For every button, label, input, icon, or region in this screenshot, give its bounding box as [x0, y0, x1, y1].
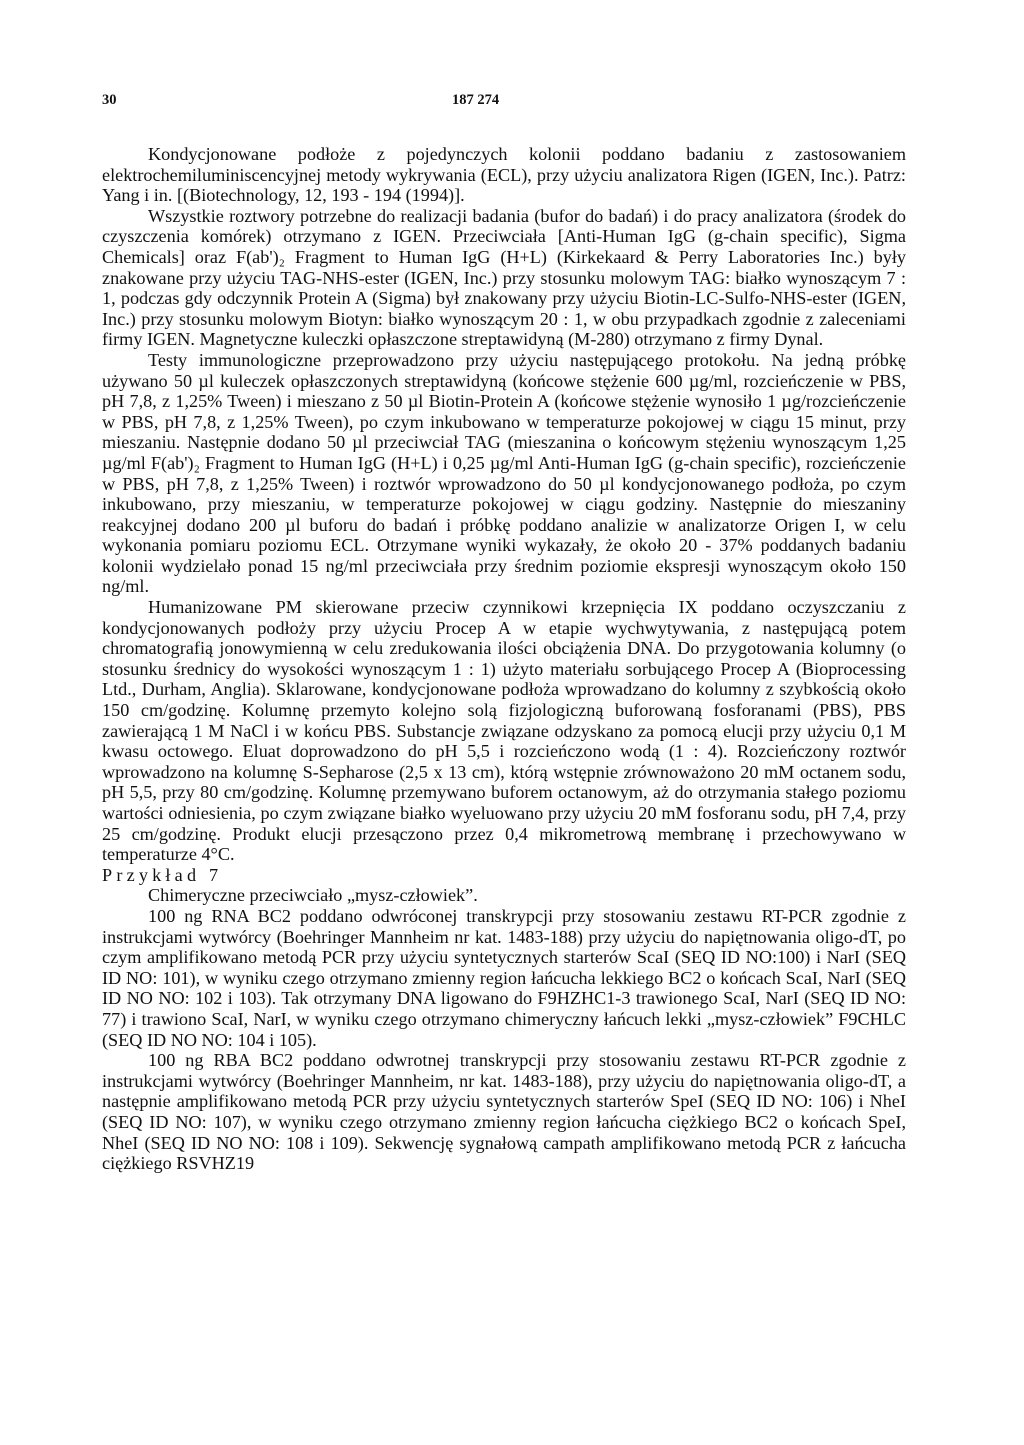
page-number: 30	[102, 92, 117, 108]
document-body	[102, 144, 906, 1174]
paragraph-light-chain: 100 ng RNA BC2 poddano odwróconej transkrypcji przy stosowaniu zestawu RT-PCR zgodnie z instrukcjami wytwórcy (Boehringer Mannheim nr kat. 1483-188) przy użyciu do napiętnowania oligo-dT, po czym amplifikowano metodą PCR przy użyciu syntetycznych starterów ScaI (SEQ ID NO:100) i NarI (SEQ ID NO: 101), w wyniku czego otrzymano zmienny region łańcucha lekkiego BC2 o końcach ScaI, NarI (SEQ ID NO NO: 102 i 103). Tak otrzymany DNA ligowano do F9HZHC1-3 trawionego ScaI, NarI (SEQ ID NO: 77) i trawiono ScaI, NarI, w wyniku czego otrzymano chimeryczny łańcuch lekki „mysz-człowiek” F9CHLC (SEQ ID NO NO: 104 i 105).	[102, 905, 906, 1050]
paragraph-heavy-chain: 100 ng RBA BC2 poddano odwrotnej transkrypcji przy stosowaniu zestawu RT-PCR zgodnie z instrukcjami wytwórcy (Boehringer Mannheim, nr kat. 1483-188), przy użyciu do napiętnowania oligo-dT, a następnie amplifikowano metodą PCR przy użyciu syntetycznych starterów SpeI (SEQ ID NO: 106) i NheI (SEQ ID NO: 107), w wyniku czego otrzymano zmienny region łańcucha ciężkiego BC2 o końcach SpeI, NheI (SEQ ID NO NO: 108 i 109). Sekwencję sygnałową campath amplifikowano metodą PCR z łańcucha ciężkiego RSVHZ19	[102, 1050, 906, 1174]
paragraph-chimeric-title: Chimeryczne przeciwciało „mysz-człowiek”.	[148, 885, 478, 906]
example-heading: Przykład 7	[102, 864, 223, 885]
paragraph-reagents: Wszystkie roztwory potrzebne do realizacji badania (bufor do badań) i do pracy analizatora (środek do czyszczenia komórek) otrzymano z IGEN. Przeciwciała [Anti-Human IgG (g-chain specific), Sigma Chemicals] oraz F(ab')₂ Fragment to Human IgG (H+L) (Kirkekaard & Perry Laboratories Inc.) były znakowane przy użyciu TAG-NHS-ester (IGEN, Inc.) przy stosunku molowym TAG: białko wynoszącym 7 : 1, podczas gdy odczynnik Protein A (Sigma) był znakowany przy użyciu Biotin-LC-Sulfo-NHS-ester (IGEN, Inc.) przy stosunku molowym Biotyn: białko wynoszącym 20 : 1, w obu przypadkach zgodnie z zaleceniami firmy IGEN. Magnetyczne kuleczki opłaszczone streptawidyną (M-280) otrzymano z firmy Dynal.	[102, 205, 906, 350]
paragraph-immunoassay-protocol: Testy immunologiczne przeprowadzono przy użyciu następującego protokołu. Na jedną próbkę używano 50 µl kuleczek opłaszczonych streptawidyną (końcowe stężenie 600 µg/ml, rozcieńczenie w PBS, pH 7,8, z 1,25% Tween) i mieszano z 50 µl Biotin-Protein A (końcowe stężenie wynosiło 1 µg/rozcieńczenie w PBS, pH 7,8, z 1,25% Tween), po czym inkubowano w temperaturze pokojowej w ciągu 15 minut, przy mieszaniu. Następnie dodano 50 µl przeciwciał TAG (mieszanina o końcowym stężeniu wynoszącym 1,25 µg/ml F(ab')₂ Fragment to Human IgG (H+L) i 0,25 µg/ml Anti-Human IgG (g-chain specific), rozcieńczenie w PBS, pH 7,8, z 1,25% Tween) i roztwór wprowadzono do 50 µl kondycjonowanego podłoża, po czym inkubowano, przy mieszaniu, w temperaturze pokojowej w ciągu godziny. Następnie do mieszaniny reakcyjnej dodano 200 µl buforu do badań i próbkę poddano analizie w analizatorze Origen I, w celu wykonania pomiaru poziomu ECL. Otrzymane wyniki wykazały, że około 20 - 37% poddanych badaniu kolonii wydzielało ponad 15 ng/ml przeciwciała przy średnim poziomie ekspresji wynoszącym około 150 ng/ml.	[102, 349, 906, 597]
paragraph-ecl-assay: Kondycjonowane podłoże z pojedynczych kolonii poddano badaniu z zastosowaniem elektrochemiluminiscencyjnej metody wykrywania (ECL), przy użyciu analizatora Rigen (IGEN, Inc.). Patrz: Yang i in. [(Biotechnology, 12, 193 - 194 (1994)].	[102, 144, 906, 206]
paragraph-purification: Humanizowane PM skierowane przeciw czynnikowi krzepnięcia IX poddano oczyszczaniu z kondycjonowanych podłoży przy użyciu Procep A w etapie wychwytywania, z następującą potem chromatografią jonowymienną w celu zredukowania ilości obciążenia DNA. Do przygotowania kolumny (o stosunku średnicy do wysokości wynoszącym 1 : 1) użyto materiału sorbującego Procep A (Bioprocessing Ltd., Durham, Anglia). Sklarowane, kondycjonowane podłoża wprowadzano do kolumny z szybkością około 150 cm/godzinę. Kolumnę przemyto kolejno solą fizjologiczną buforowaną fosforanami (PBS), PBS zawierającą 1 M NaCl i w końcu PBS. Substancje związane odzyskano za pomocą elucji przy użyciu 0,1 M kwasu octowego. Eluat doprowadzono do pH 5,5 i rozcieńczono wodą (1 : 4). Rozcieńczony roztwór wprowadzono na kolumnę S-Sepharose (2,5 x 13 cm), którą wstępnie zrównoważono 20 mM octanem sodu, pH 5,5, przy 80 cm/godzinę. Kolumnę przemywano buforem octanowym, aż do otrzymania stałego poziomu wartości odniesienia, po czym związane białko wyeluowano przy użyciu 20 mM fosforanu sodu, pH 7,4, przy 25 cm/godzinę. Produkt elucji przesączono przez 0,4 mikrometrową membranę i przechowywano w temperaturze 4°C.	[102, 597, 906, 865]
document-page	[102, 92, 906, 1174]
patent-number: 187 274	[452, 92, 500, 108]
page-header	[102, 92, 906, 116]
